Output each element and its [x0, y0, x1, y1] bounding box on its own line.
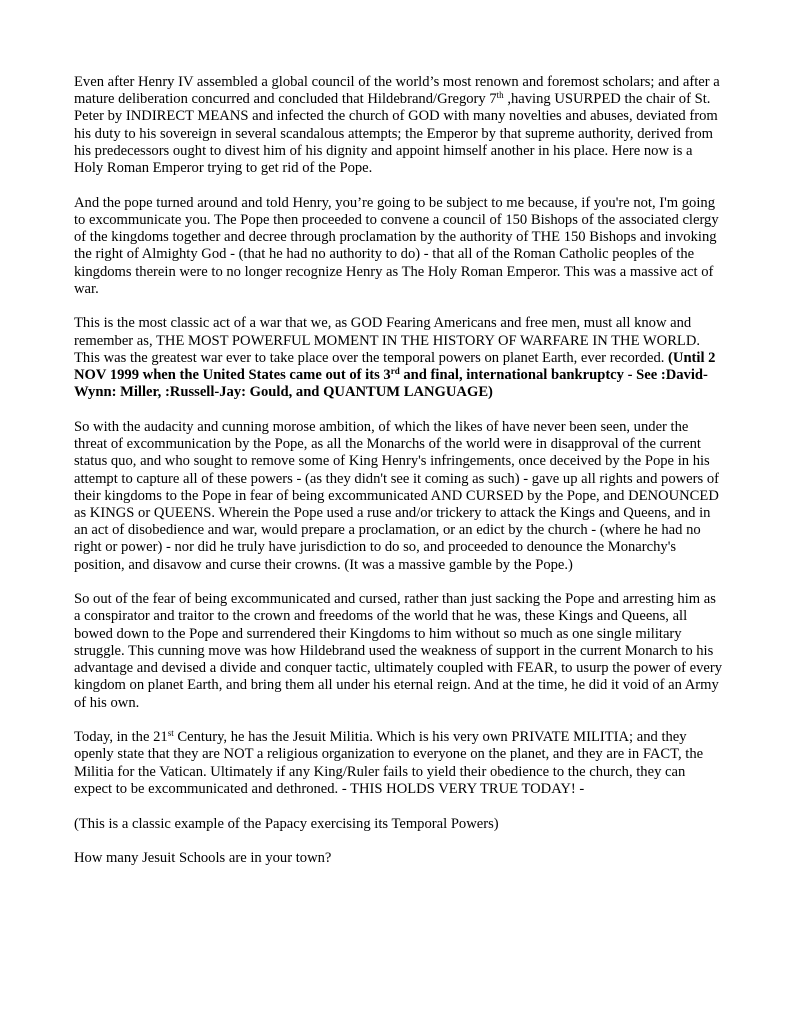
paragraph-text: Century, he has the Jesuit Militia. Which is his very own PRIVATE MILITIA; and they openly state that they are NOT a religious organization to everyone on the planet, and they are in FACT, the Militia for the Vatican. Ultimately if any King/Ruler fails to yield their obedience to the church, they can expect to be excommunicated and dethroned. - THIS HOLDS VERY TRUE TODAY! -: [74, 729, 704, 797]
document-page: [74, 74, 724, 885]
superscript-ordinal: th: [496, 90, 504, 101]
superscript-ordinal: rd: [390, 366, 400, 377]
paragraph-henry-council: [74, 74, 724, 177]
paragraph-text: This is the most classic act of a war that we, as GOD Fearing Americans and free men, must all know and remember as, THE MOST POWERFUL MOMENT IN THE HISTORY OF WARFARE IN THE WORLD. This was the greatest war ever to take place over the temporal powers on planet Earth, ever recorded.: [74, 315, 701, 366]
bold-note-text: (Until 2 NOV 1999 when the United States came out of its 3: [74, 349, 716, 384]
paragraph-text: Even after Henry IV assembled a global council of the world’s most renown and foremost scholars; and after a mature deliberation concurred and concluded that Hildebrand/Gregory 7: [74, 74, 720, 108]
paragraph-text: ,having USURPED the chair of St. Peter by INDIRECT MEANS and infected the church of GOD with many novelties and abuses, deviated from his duty to his sovereign in several scandalous attempts; the Emperor by that supreme authority, derived from his predecessors ought to divest him of his dignity and appoint himself another in his place. Here now is a Holy Roman Emperor trying to get rid of the Pope.: [74, 91, 718, 177]
superscript-ordinal: st: [167, 728, 174, 739]
paragraph-jesuit-militia: [74, 729, 724, 798]
bold-note-text: and final, international bankruptcy - See :David-Wynn: Miller, :Russell-Jay: Gould, and QUANTUM LANGUAGE): [74, 367, 708, 401]
paragraph-classic-example: (This is a classic example of the Papacy exercising its Temporal Powers): [74, 815, 499, 832]
paragraph-monarchs-surrender: So with the audacity and cunning morose ambition, of which the likes of have never been seen, under the threat of excommunication by the Pope, as all the Monarchs of the world were in disapproval of the current status quo, and who sought to remove some of King Henry's infringements, once deceived by the Pope in his attempt to capture all of these powers - (as they didn't see it coming as such) - gave up all rights and powers of their kingdoms to the Pope in fear of being excommunicated AND CURSED by the Pope, and DENOUNCED as KINGS or QUEENS. Wherein the Pope used a ruse and/or trickery to attack the Kings and Queens, and in an act of disobedience and war, would prepare a proclamation, or an edict by the church - (where he had no right or power) - nor did he truly have jurisdiction to do so, and proceeded to denounce the Monarchy's position, and disavow and curse their crowns. (It was a massive gamble by the Pope.): [74, 418, 719, 573]
paragraph-pope-excommunicate: And the pope turned around and told Henry, you’re going to be subject to me because, if you're not, I'm going to excommunicate you. The Pope then proceeded to convene a council of 150 Bishops of the associated clergy of the kingdoms together and decree through proclamation by the authority of THE 150 Bishops and invoking the right of Almighty God - (that he had no authority to do) - that all of the Roman Catholic peoples of the kingdoms therein were to no longer recognize Henry as The Holy Roman Emperor. This was a massive act of war.: [74, 194, 719, 297]
paragraph-closing-question: How many Jesuit Schools are in your town?: [74, 850, 332, 867]
paragraph-text: Today, in the 21: [74, 729, 168, 746]
paragraph-classic-act-of-war: [74, 315, 724, 401]
paragraph-fear-of-excommunication: So out of the fear of being excommunicated and cursed, rather than just sacking the Pope and arresting him as a conspirator and traitor to the crown and freedoms of the world that he was, these Kings and Queens, all bowed down to the Pope and surrendered their Kingdoms to him without so much as one single military struggle. This cunning move was how Hildebrand used the weakness of support in the current Monarch to his advantage and devised a divide and conquer tactic, ultimately coupled with FEAR, to usurp the power of every kingdom on planet Earth, and bring them all under his eternal reign. And at the time, he did it void of an Army of his own.: [74, 591, 723, 711]
